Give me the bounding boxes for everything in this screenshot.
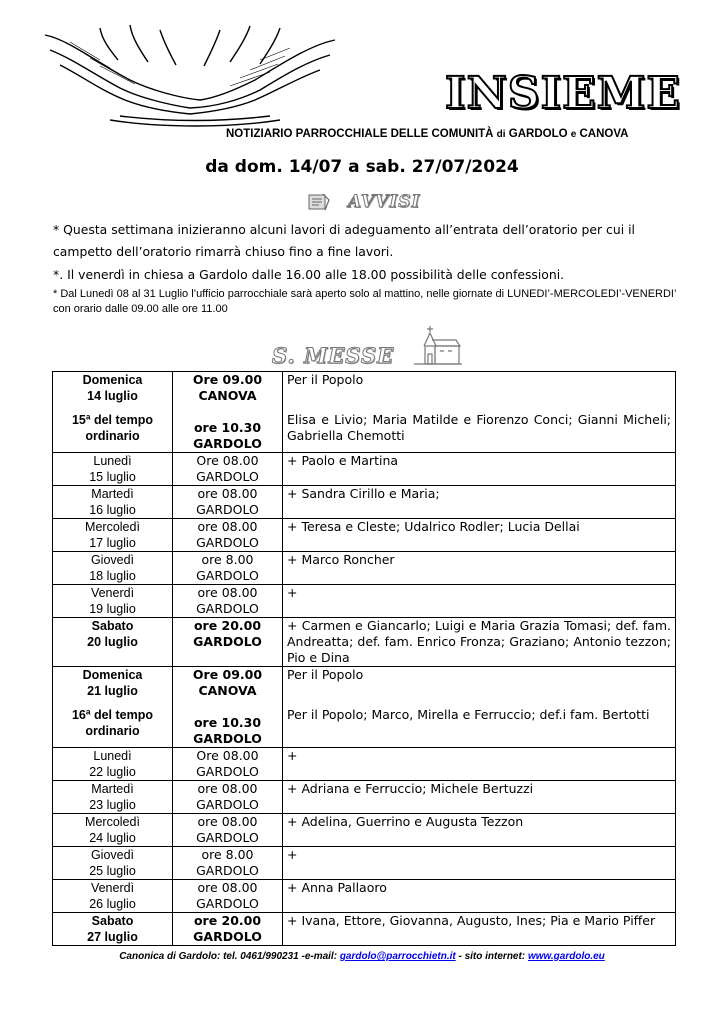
day-cell (53, 667, 173, 748)
mass-time: Ore 08.00 (196, 453, 259, 468)
mass-place: GARDOLO (196, 568, 259, 583)
day-name: Mercoledì (85, 520, 140, 534)
day-name: Mercoledì (85, 815, 140, 829)
notice-item: * Dal Lunedì 08 al 31 Luglio l’ufficio parrocchiale sarà aperto solo al mattino, nelle giornate di LUNEDI’-MERCOLEDI’-VENERDI’ con orario dalle 09.00 alle ore 11.00 (53, 288, 677, 315)
day-name: Domenica (82, 373, 143, 387)
hands-logo-icon (40, 20, 340, 130)
time-cell (173, 667, 283, 748)
day-name: Lunedì (93, 454, 132, 468)
time-cell (173, 486, 283, 519)
time-cell (173, 847, 283, 880)
intention-cell (283, 781, 676, 814)
day-date: 15 luglio (89, 470, 136, 484)
church-icon (410, 324, 464, 368)
mass-time: ore 8.00 (201, 552, 254, 567)
mass-place: GARDOLO (193, 436, 262, 451)
mass-intention: + Sandra Cirillo e Maria; (287, 486, 440, 501)
mass-place: GARDOLO (193, 634, 262, 649)
mass-place: CANOVA (198, 388, 257, 403)
mass-intention: + (287, 847, 298, 862)
footer-contact: Canonica di Gardolo: tel. 0461/990231 -e-mail: gardolo@parrocchietn.it - sito internet: www.gardolo.eu (119, 951, 605, 962)
liturgical-week: 16ª del tempo ordinario (71, 708, 154, 738)
table-row (53, 519, 676, 552)
day-cell (53, 880, 173, 913)
time-cell (173, 781, 283, 814)
mass-place: GARDOLO (196, 896, 259, 911)
day-cell (53, 552, 173, 585)
intention-cell (283, 552, 676, 585)
mass-intention: + Marco Roncher (287, 552, 395, 567)
mass-time: ore 20.00 (193, 618, 262, 633)
day-cell (53, 913, 173, 946)
mass-place: GARDOLO (196, 535, 259, 550)
mass-place: CANOVA (198, 683, 257, 698)
day-name: Giovedì (90, 553, 135, 567)
day-cell (53, 372, 173, 453)
newsletter-subtitle: NOTIZIARIO PARROCCHIALE DELLE COMUNITÀ di GARDOLO e CANOVA (226, 128, 629, 140)
day-name: Martedì (91, 782, 134, 796)
day-date: 18 luglio (89, 569, 136, 583)
intention-cell (283, 486, 676, 519)
day-name: Venerdì (90, 586, 135, 600)
website-link[interactable]: www.gardolo.eu (527, 951, 605, 962)
intention-cell (283, 748, 676, 781)
mass-place: GARDOLO (193, 731, 262, 746)
mass-intention: + Ivana, Ettore, Giovanna, Augusto, Ines; Pia e Mario Piffer (287, 913, 656, 928)
intention-cell (283, 519, 676, 552)
mass-intention: Per il Popolo (287, 667, 364, 682)
time-cell (173, 748, 283, 781)
mass-time: ore 08.00 (197, 814, 258, 829)
mass-time: ore 8.00 (201, 847, 254, 862)
day-date: 25 luglio (89, 864, 136, 878)
day-date: 14 luglio (87, 389, 138, 403)
mass-time: ore 08.00 (197, 519, 258, 534)
day-cell (53, 453, 173, 486)
intention-cell (283, 667, 676, 748)
day-name: Giovedì (90, 848, 135, 862)
day-name: Domenica (82, 668, 143, 682)
day-cell (53, 585, 173, 618)
messe-heading: S. MESSE (272, 343, 395, 368)
mass-intention: + Teresa e Cleste; Udalrico Rodler; Lucia Dellai (287, 519, 580, 534)
time-cell (173, 880, 283, 913)
intention-cell (283, 372, 676, 453)
notice-item: *. Il venerdì in chiesa a Gardolo dalle 16.00 alle 18.00 possibilità delle confessioni. (53, 267, 565, 282)
table-row (53, 847, 676, 880)
table-row (53, 372, 676, 453)
day-name: Venerdì (90, 881, 135, 895)
day-date: 22 luglio (89, 765, 136, 779)
time-cell (173, 913, 283, 946)
mass-intention: + Adriana e Ferruccio; Michele Bertuzzi (287, 781, 534, 796)
table-row (53, 486, 676, 519)
intention-cell (283, 913, 676, 946)
mass-place: GARDOLO (193, 929, 262, 944)
intention-cell (283, 453, 676, 486)
mass-intention: Per il Popolo (287, 372, 364, 387)
email-link[interactable]: gardolo@parrocchietn.it (339, 951, 456, 962)
day-date: 20 luglio (87, 635, 138, 649)
mass-time: ore 10.30 (193, 420, 262, 435)
mass-intention: + Adelina, Guerrino e Augusta Tezzon (287, 814, 524, 829)
mass-schedule-table (52, 371, 676, 946)
mass-intention: + Anna Pallaoro (287, 880, 387, 895)
mass-place: GARDOLO (196, 469, 259, 484)
intention-cell (283, 847, 676, 880)
day-name: Sabato (91, 914, 134, 928)
time-cell (173, 519, 283, 552)
time-cell (173, 814, 283, 847)
mass-time: ore 08.00 (197, 486, 258, 501)
mass-place: GARDOLO (196, 830, 259, 845)
mass-time: ore 08.00 (197, 880, 258, 895)
day-date: 21 luglio (87, 684, 138, 698)
notice-item: * Questa settimana inizieranno alcuni lavori di adeguamento all’entrata dell’oratorio per cui il campetto dell’oratorio rimarrà chiuso fino a fine lavori. (53, 222, 635, 259)
intention-cell (283, 814, 676, 847)
mass-time: Ore 09.00 (192, 667, 263, 682)
time-cell (173, 372, 283, 453)
table-row (53, 453, 676, 486)
mass-place: GARDOLO (196, 601, 259, 616)
time-cell (173, 453, 283, 486)
notice-board-icon (307, 192, 331, 212)
avvisi-heading: AVVISI (348, 192, 421, 212)
table-row (53, 913, 676, 946)
table-row (53, 585, 676, 618)
newsletter-brand: INSIEME (445, 68, 681, 119)
day-cell (53, 618, 173, 667)
table-row (53, 781, 676, 814)
mass-intention: + (287, 748, 298, 763)
day-date: 26 luglio (89, 897, 136, 911)
liturgical-week: 15ª del tempo ordinario (71, 413, 154, 443)
day-cell (53, 814, 173, 847)
mass-place: GARDOLO (196, 863, 259, 878)
day-cell (53, 748, 173, 781)
mass-place: GARDOLO (196, 797, 259, 812)
mass-intention: Elisa e Livio; Maria Matilde e Fiorenzo Conci; Gianni Micheli; Gabriella Chemotti (287, 412, 671, 443)
day-date: 17 luglio (89, 536, 136, 550)
table-row (53, 814, 676, 847)
day-name: Martedì (91, 487, 134, 501)
mass-time: ore 08.00 (197, 781, 258, 796)
day-cell (53, 847, 173, 880)
table-row (53, 667, 676, 748)
mass-time: Ore 08.00 (196, 748, 259, 763)
time-cell (173, 585, 283, 618)
mass-place: GARDOLO (196, 502, 259, 517)
mass-time: Ore 09.00 (192, 372, 263, 387)
mass-time: ore 08.00 (197, 585, 258, 600)
day-date: 19 luglio (89, 602, 136, 616)
table-row (53, 748, 676, 781)
day-date: 23 luglio (89, 798, 136, 812)
mass-time: ore 20.00 (193, 913, 262, 928)
time-cell (173, 618, 283, 667)
mass-intention: Per il Popolo; Marco, Mirella e Ferruccio; def.i fam. Bertotti (287, 707, 650, 722)
time-cell (173, 552, 283, 585)
mass-intention: + Paolo e Martina (287, 453, 399, 468)
intention-cell (283, 618, 676, 667)
table-row (53, 618, 676, 667)
mass-place: GARDOLO (196, 764, 259, 779)
intention-cell (283, 880, 676, 913)
mass-intention: + (287, 585, 298, 600)
day-date: 27 luglio (87, 930, 138, 944)
date-range: da dom. 14/07 a sab. 27/07/2024 (205, 157, 519, 177)
day-name: Lunedì (93, 749, 132, 763)
day-name: Sabato (91, 619, 134, 633)
mass-time: ore 10.30 (193, 715, 262, 730)
day-cell (53, 519, 173, 552)
day-cell (53, 781, 173, 814)
day-cell (53, 486, 173, 519)
day-date: 24 luglio (89, 831, 136, 845)
day-date: 16 luglio (89, 503, 136, 517)
table-row (53, 880, 676, 913)
mass-intention: + Carmen e Giancarlo; Luigi e Maria Grazia Tomasi; def. fam. Andreatta; def. fam. Enrico Fronza; Graziano; Antonio tezzon; Pio e Dina (287, 618, 671, 665)
intention-cell (283, 585, 676, 618)
table-row (53, 552, 676, 585)
